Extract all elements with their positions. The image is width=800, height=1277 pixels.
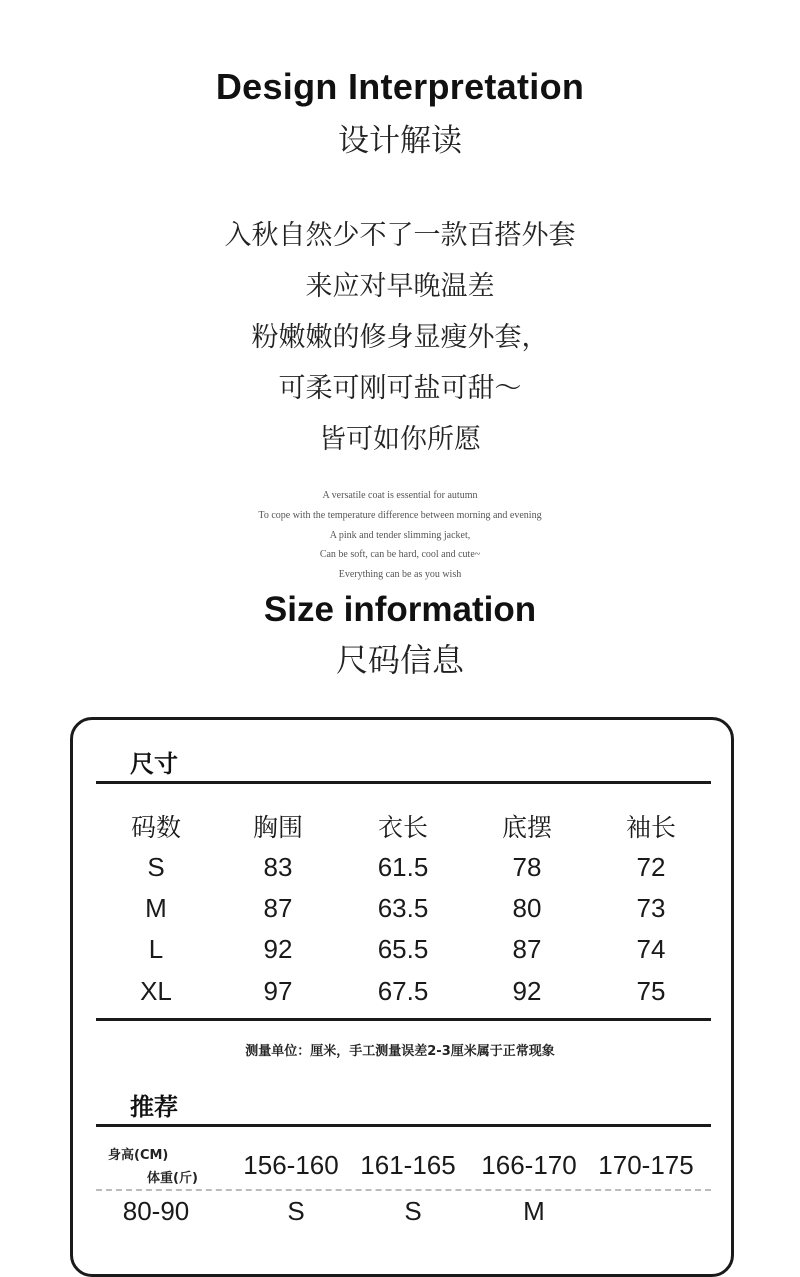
table-cell: 87: [263, 893, 293, 923]
table-cell: S: [147, 852, 165, 882]
table-cell: L: [148, 934, 164, 964]
table-cell: 92: [263, 934, 293, 964]
dashed-divider: [96, 1189, 711, 1191]
table-cell: M: [145, 893, 167, 923]
design-title-zh: 设计解读: [338, 123, 462, 159]
recommended-size: S: [287, 1196, 305, 1226]
table-cell: 63.5: [377, 893, 429, 923]
size-title-en: Size information: [263, 590, 537, 629]
table-cell: 72: [636, 852, 666, 882]
poem-line: 皆可如你所愿: [319, 424, 481, 455]
size-section-label: 尺寸: [130, 750, 178, 778]
height-range: 166-170: [481, 1150, 577, 1180]
table-cell: XL: [140, 976, 172, 1006]
table-cell: 61.5: [377, 852, 429, 882]
poem-line: 来应对早晚温差: [305, 271, 495, 302]
english-line: Everything can be as you wish: [338, 569, 462, 580]
table-cell: 83: [263, 852, 293, 882]
table-header-cell: 衣长: [377, 813, 428, 842]
size-title-zh: 尺码信息: [335, 641, 464, 679]
table-cell: 75: [636, 976, 666, 1006]
table-cell: 73: [636, 893, 666, 923]
table-cell: 92: [512, 976, 542, 1006]
divider: [96, 1124, 711, 1127]
table-header-cell: 袖长: [625, 813, 676, 842]
poem-line: 可柔可刚可盐可甜～: [278, 373, 522, 404]
height-label: 身高(CM): [108, 1148, 169, 1163]
divider: [96, 781, 711, 784]
height-range: 156-160: [243, 1150, 339, 1180]
table-cell: 97: [263, 976, 293, 1006]
recommended-size: S: [404, 1196, 422, 1226]
english-line: A versatile coat is essential for autumn: [322, 490, 478, 501]
table-cell: 65.5: [377, 934, 429, 964]
measurement-note: 测量单位：厘米，手工测量误差2-3厘米属于正常现象: [245, 1044, 555, 1059]
poem-line: 粉嫩嫩的修身显瘦外套，: [251, 322, 549, 353]
height-range: 161-165: [360, 1150, 456, 1180]
design-title-en: Design Interpretation: [215, 66, 585, 107]
table-header-cell: 胸围: [252, 813, 303, 842]
table-cell: 78: [512, 852, 542, 882]
weight-label: 体重(斤): [147, 1171, 198, 1186]
english-line: Can be soft, can be hard, cool and cute~: [319, 549, 481, 560]
recommended-size: M: [523, 1196, 545, 1226]
table-cell: 80: [512, 893, 542, 923]
divider: [96, 1018, 711, 1021]
height-range: 170-175: [598, 1150, 694, 1180]
table-cell: 67.5: [377, 976, 429, 1006]
table-cell: 74: [636, 934, 666, 964]
recommend-section-label: 推荐: [130, 1093, 178, 1121]
weight-range: 80-90: [122, 1196, 190, 1226]
table-cell: 87: [512, 934, 542, 964]
english-line: A pink and tender slimming jacket,: [329, 530, 471, 541]
english-line: To cope with the temperature difference between morning and evening: [258, 510, 542, 521]
poem-line: 入秋自然少不了一款百搭外套: [224, 220, 576, 251]
table-header-cell: 码数: [130, 813, 181, 842]
table-header-cell: 底摆: [501, 813, 552, 842]
